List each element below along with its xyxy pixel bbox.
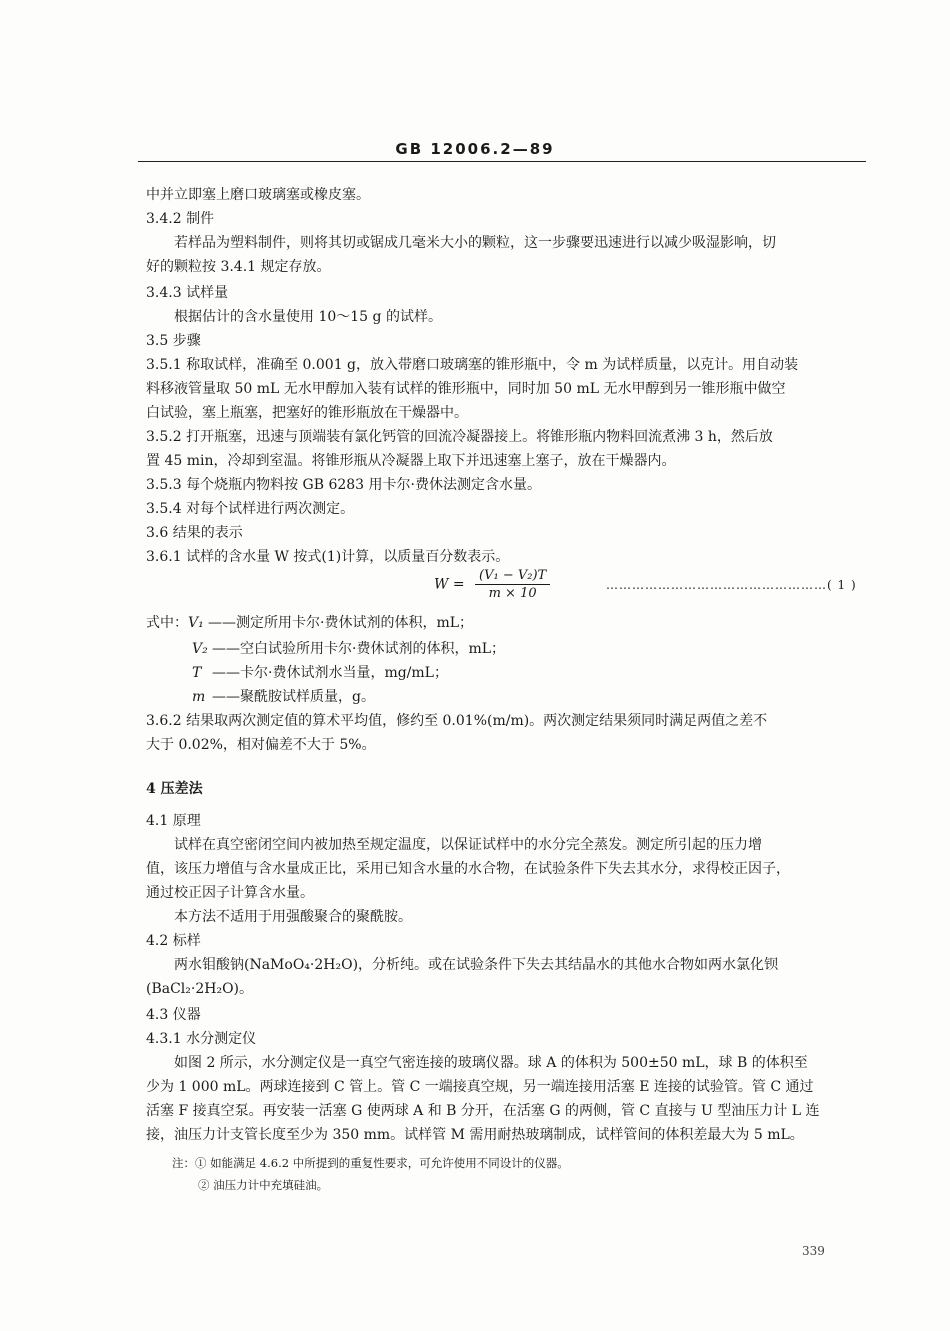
formula-fraction [475, 568, 550, 601]
note-2: ② 油压力计中充填硅油。 [198, 1178, 329, 1192]
section-heading: 3.4.3 试样量 [146, 285, 229, 301]
where-item [192, 640, 505, 658]
text-line: 活塞 F 接真空泵。再安装一活塞 G 使两球 A 和 B 分开，在活塞 G 的两侧，管 C 直接与 U 型油压力计 L 连 [146, 1103, 820, 1119]
text-line: 值，该压力增值与含水量成正比，采用已知含水量的水合物，在试验条件下失去其水分，求得校正因子， [146, 861, 790, 877]
text-line: 大于 0.02%，相对偏差不大于 5%。 [146, 737, 376, 753]
text-line: 通过校正因子计算含水量。 [146, 885, 314, 901]
where-prefix: 式中： [146, 615, 188, 631]
chapter-heading: 4 压差法 [146, 781, 203, 797]
text-line: (BaCl₂·2H₂O)。 [146, 981, 254, 997]
formula-number [606, 578, 857, 592]
section-heading: 3.5 步骤 [146, 333, 201, 349]
where-symbol: T [192, 665, 202, 681]
where-symbol: m [192, 689, 206, 705]
section-heading: 3.4.2 制件 [146, 211, 215, 227]
section-heading: 4.3.1 水分测定仪 [146, 1031, 257, 1047]
page-number: 339 [802, 1244, 825, 1258]
text-line: 如图 2 所示，水分测定仪是一真空气密连接的玻璃仪器。球 A 的体积为 500±50 mL，球 B 的体积至 [174, 1055, 808, 1071]
formula-numerator: (V₁ − V₂)T [475, 568, 550, 585]
where-item [192, 664, 448, 682]
where-desc: ——卡尔·费休试剂水当量，mg/mL； [212, 665, 448, 681]
formula-lhs: W = [434, 576, 465, 593]
standard-number-header: GB 12006.2—89 [395, 140, 555, 158]
text-line: 中并立即塞上磨口玻璃塞或橡皮塞。 [146, 187, 370, 203]
text-line: 本方法不适用于用强酸聚合的聚酰胺。 [174, 909, 412, 925]
formula-1 [434, 568, 550, 601]
header-rule [138, 161, 866, 162]
where-symbol: V₂ [192, 641, 208, 657]
text-line: 白试验，塞上瓶塞，把塞好的锥形瓶放在干燥器中。 [146, 405, 468, 421]
formula-leader-dots: …………………………………………… [606, 578, 827, 592]
section-heading: 3.6 结果的表示 [146, 525, 243, 541]
text-line: 3.6.2 结果取两次测定值的算术平均值，修约至 0.01%(m/m)。两次测定结果须同时满足两值之差不 [146, 713, 768, 729]
where-desc: ——聚酰胺试样质量，g。 [212, 689, 375, 705]
text-line: 接，油压力计支管长度至少为 350 mm。试样管 M 需用耐热玻璃制成，试样管间的体积差最大为 5 mL。 [146, 1127, 804, 1143]
where-item [146, 614, 473, 632]
where-desc: ——空白试验所用卡尔·费休试剂的体积，mL； [212, 641, 506, 657]
text-line: 3.5.3 每个烧瓶内物料按 GB 6283 用卡尔·费休法测定含水量。 [146, 477, 541, 493]
text-line: 3.5.2 打开瓶塞，迅速与顶端装有氯化钙管的回流冷凝器接上。将锥形瓶内物料回流煮沸 3 h，然后放 [146, 429, 773, 445]
formula-number-label: ( 1 ) [827, 578, 857, 592]
section-heading: 4.2 标样 [146, 933, 201, 949]
text-line: 好的颗粒按 3.4.1 规定存放。 [146, 259, 331, 275]
text-line: 置 45 min，冷却到室温。将锥形瓶从冷凝器上取下并迅速塞上塞子，放在干燥器内。 [146, 453, 676, 469]
text-line: 若样品为塑料制件，则将其切或锯成几毫米大小的颗粒，这一步骤要迅速进行以减少吸湿影响，切 [174, 235, 776, 251]
text-line: 3.5.4 对每个试样进行两次测定。 [146, 501, 355, 517]
text-line: 料移液管量取 50 mL 无水甲醇加入装有试样的锥形瓶中，同时加 50 mL 无水甲醇到另一锥形瓶中做空 [146, 381, 786, 397]
formula-denominator: m × 10 [488, 586, 537, 601]
text-line: 根据估计的含水量使用 10～15 g 的试样。 [174, 309, 442, 325]
where-desc: ——测定所用卡尔·费休试剂的体积，mL； [208, 615, 474, 631]
where-item [192, 688, 375, 706]
where-symbol: V₁ [188, 615, 204, 631]
section-heading: 4.1 原理 [146, 813, 201, 829]
text-line: 3.6.1 试样的含水量 W 按式(1)计算，以质量百分数表示。 [146, 549, 510, 565]
text-line: 少为 1 000 mL。两球连接到 C 管上。管 C 一端接真空规，另一端连接用活塞 E 连接的试验管。管 C 通过 [146, 1079, 814, 1095]
section-heading: 4.3 仪器 [146, 1007, 201, 1023]
text-line: 两水钼酸钠(NaMoO₄·2H₂O)，分析纯。或在试验条件下失去其结晶水的其他水合物如两水氯化钡 [174, 957, 779, 973]
text-line: 试样在真空密闭空间内被加热至规定温度，以保证试样中的水分完全蒸发。测定所引起的压力增 [174, 837, 762, 853]
note-1: 注：① 如能满足 4.6.2 中所提到的重复性要求，可允许使用不同设计的仪器。 [172, 1156, 569, 1170]
text-line: 3.5.1 称取试样，准确至 0.001 g，放入带磨口玻璃塞的锥形瓶中，令 m 为试样质量，以克计。用自动装 [146, 357, 799, 373]
